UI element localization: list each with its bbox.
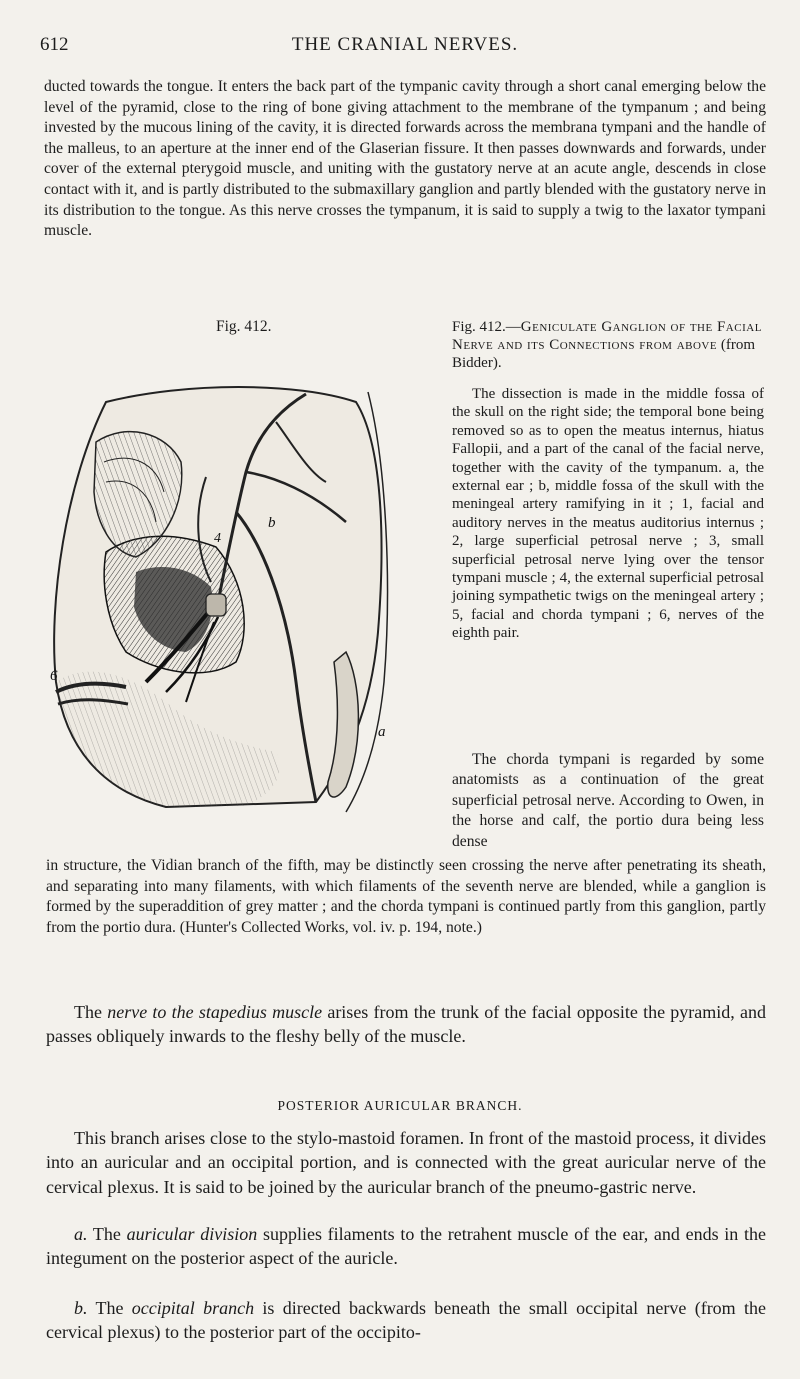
auricular-division-letter: a. <box>74 1224 88 1244</box>
occipital-branch-text: is directed backwards beneath the small occipital nerve (from the cervical plexus) to the posterior part of the occipito- <box>46 1298 766 1343</box>
running-title: THE CRANIAL NERVES. <box>291 34 519 55</box>
occipital-branch-term: occipital branch <box>131 1298 255 1318</box>
figure-caption-body: The dissection is made in the middle fossa of the skull on the right side; the temporal bone being removed so as to open the meatus internus, hiatus Fallopii, and a part of the canal of the facial nerve, together with the cavity of the tympanum. a, the external ear ; b, middle fossa of the skull with the meningeal artery ramifying in it ; 1, facial and auditory nerves in the meatus auditorius internus ; 2, large superficial petrosal nerve ; 3, small superficial petrosal nerve lying over the tensor tympani muscle ; 4, the external superficial petrosal joining sympathetic twigs on the meningeal artery ; 5, facial and chorda tympani ; 6, nerves of the eighth pair. <box>452 386 764 642</box>
section-heading: POSTERIOR AURICULAR BRANCH. <box>277 1098 523 1113</box>
occipital-branch-prefix: The <box>87 1298 132 1318</box>
stapedius-prefix: The <box>74 1002 108 1022</box>
auricular-division-prefix: The <box>87 1224 127 1244</box>
intro-paragraph: ducted towards the tongue. It enters the back part of the tympanic cavity through a short canal emerging below the level of the pyramid, close to the ring of bone giving attachment to the membrane of the tympanum ; and being invested by the mucous lining of the cavity, it is directed forwards across the membrana tympani and the handle of the malleus, to an aperture at the inner end of the Glaserian fissure. It then passes downwards and forwards, under cover of the external pterygoid muscle, and uniting with the gustatory nerve at an acute angle, descends in close contact with it, and is partly distributed to the submaxillary ganglion and partly blended with the gustatory nerve in its distribution to the tongue. As this nerve crosses the tympanum, it is said to supply a twig to the laxator tympani muscle. <box>44 78 766 240</box>
figure-caption-heading <box>452 318 764 372</box>
figure-letter-a: a <box>378 724 386 740</box>
caption-source: (from Bidder). <box>452 337 756 371</box>
figure-label: Fig. 412. <box>216 318 272 335</box>
stapedius-text: arises from the trunk of the facial opposite the pyramid, and passes obliquely inwards to the fleshy belly of the muscle. <box>46 1002 766 1047</box>
caption-figure-number: Fig. 412.— <box>452 319 521 335</box>
figure-number-4: 4 <box>214 531 221 546</box>
stapedius-term: nerve to the stapedius muscle <box>107 1002 323 1022</box>
facial-nerve-engraving <box>46 382 398 814</box>
stapedius-paragraph <box>46 1000 766 1049</box>
auricular-division-paragraph <box>46 1222 766 1271</box>
auricular-division-text: supplies filaments to the retrahent muscle of the ear, and ends in the integument on the posterior aspect of the auricle. <box>46 1224 766 1269</box>
page-header <box>40 34 770 60</box>
posterior-auricular-paragraph: This branch arises close to the stylo-mastoid foramen. In front of the mastoid process, it divides into an auricular and an occipital portion, and is connected with the great auricular nerve of the cervical plexus. It is said to be joined by the auricular branch of the pneumo-gastric nerve. <box>46 1128 766 1197</box>
auricular-division-term: auricular division <box>126 1224 258 1244</box>
caption-title: Geniculate Ganglion of the Facial Nerve and its Connections from above <box>452 319 762 353</box>
chorda-tympani-continuation: in structure, the Vidian branch of the fifth, may be distinctly seen crossing the nerve after penetrating its sheath, and separating into many filaments, with which filaments of the seventh nerve are blended, while a ganglion is formed by the superaddition of grey matter ; and the chorda tympani is continued partly from this ganglion, partly from the portio dura. (Hunter's Collected Works, vol. iv. p. 194, note.) <box>46 857 766 936</box>
occipital-branch-letter: b. <box>74 1298 88 1318</box>
anatomical-illustration <box>46 382 398 814</box>
occipital-branch-paragraph <box>46 1296 766 1345</box>
figure-number-6: 6 <box>50 668 58 684</box>
chorda-tympani-paragraph: The chorda tympani is regarded by some anatomists as a continuation of the great superficial petrosal nerve. According to Owen, in the horse and calf, the portio dura being less dense <box>452 751 764 850</box>
figure-letter-b: b <box>268 515 276 531</box>
page-number: 612 <box>40 34 69 55</box>
